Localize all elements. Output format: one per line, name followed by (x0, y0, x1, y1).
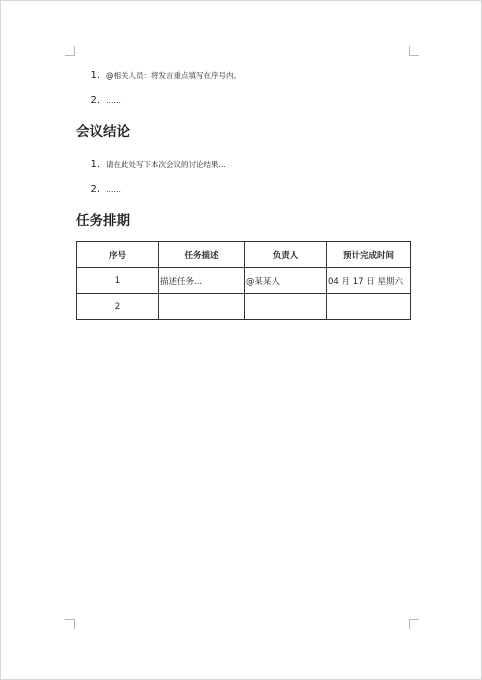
column-header-description: 任务描述 (159, 242, 245, 268)
table-cell[interactable]: @某某人 (245, 268, 327, 294)
margin-mark-top-left (65, 46, 75, 56)
table-cell[interactable] (245, 294, 327, 320)
list-number: 2. (90, 184, 100, 195)
tasks-heading: 任务排期 (76, 213, 130, 229)
list-number: 1. (90, 70, 100, 81)
table-cell[interactable]: 1 (77, 268, 159, 294)
table-cell[interactable] (327, 294, 411, 320)
list-text: …… (106, 96, 121, 105)
list-item[interactable] (76, 152, 410, 177)
list-text: 请在此处写下本次会议的讨论结果... (106, 160, 226, 169)
column-header-due-date: 预计完成时间 (327, 242, 411, 268)
attendees-list (76, 63, 410, 113)
list-item[interactable] (76, 88, 410, 113)
margin-mark-bottom-left (65, 619, 75, 629)
column-header-index: 序号 (77, 242, 159, 268)
list-number: 1. (90, 159, 100, 170)
list-item[interactable] (76, 177, 410, 202)
table-cell[interactable]: 2 (77, 294, 159, 320)
margin-mark-bottom-right (409, 619, 419, 629)
table-cell[interactable]: 描述任务... (159, 268, 245, 294)
list-item[interactable] (76, 63, 410, 88)
conclusion-list (76, 152, 410, 202)
margin-mark-top-right (409, 46, 419, 56)
column-header-owner: 负责人 (245, 242, 327, 268)
task-schedule-table (76, 241, 411, 320)
document-body[interactable] (76, 63, 410, 320)
conclusion-heading: 会议结论 (76, 124, 130, 140)
list-text: @相关人员：将发言重点填写在序号内。 (106, 71, 241, 80)
list-text: …… (106, 185, 121, 194)
table-header-row (77, 242, 411, 268)
table-row (77, 294, 411, 320)
table-cell[interactable] (159, 294, 245, 320)
list-number: 2. (90, 95, 100, 106)
table-row (77, 268, 411, 294)
table-cell[interactable]: 04 月 17 日 星期六 (327, 268, 411, 294)
